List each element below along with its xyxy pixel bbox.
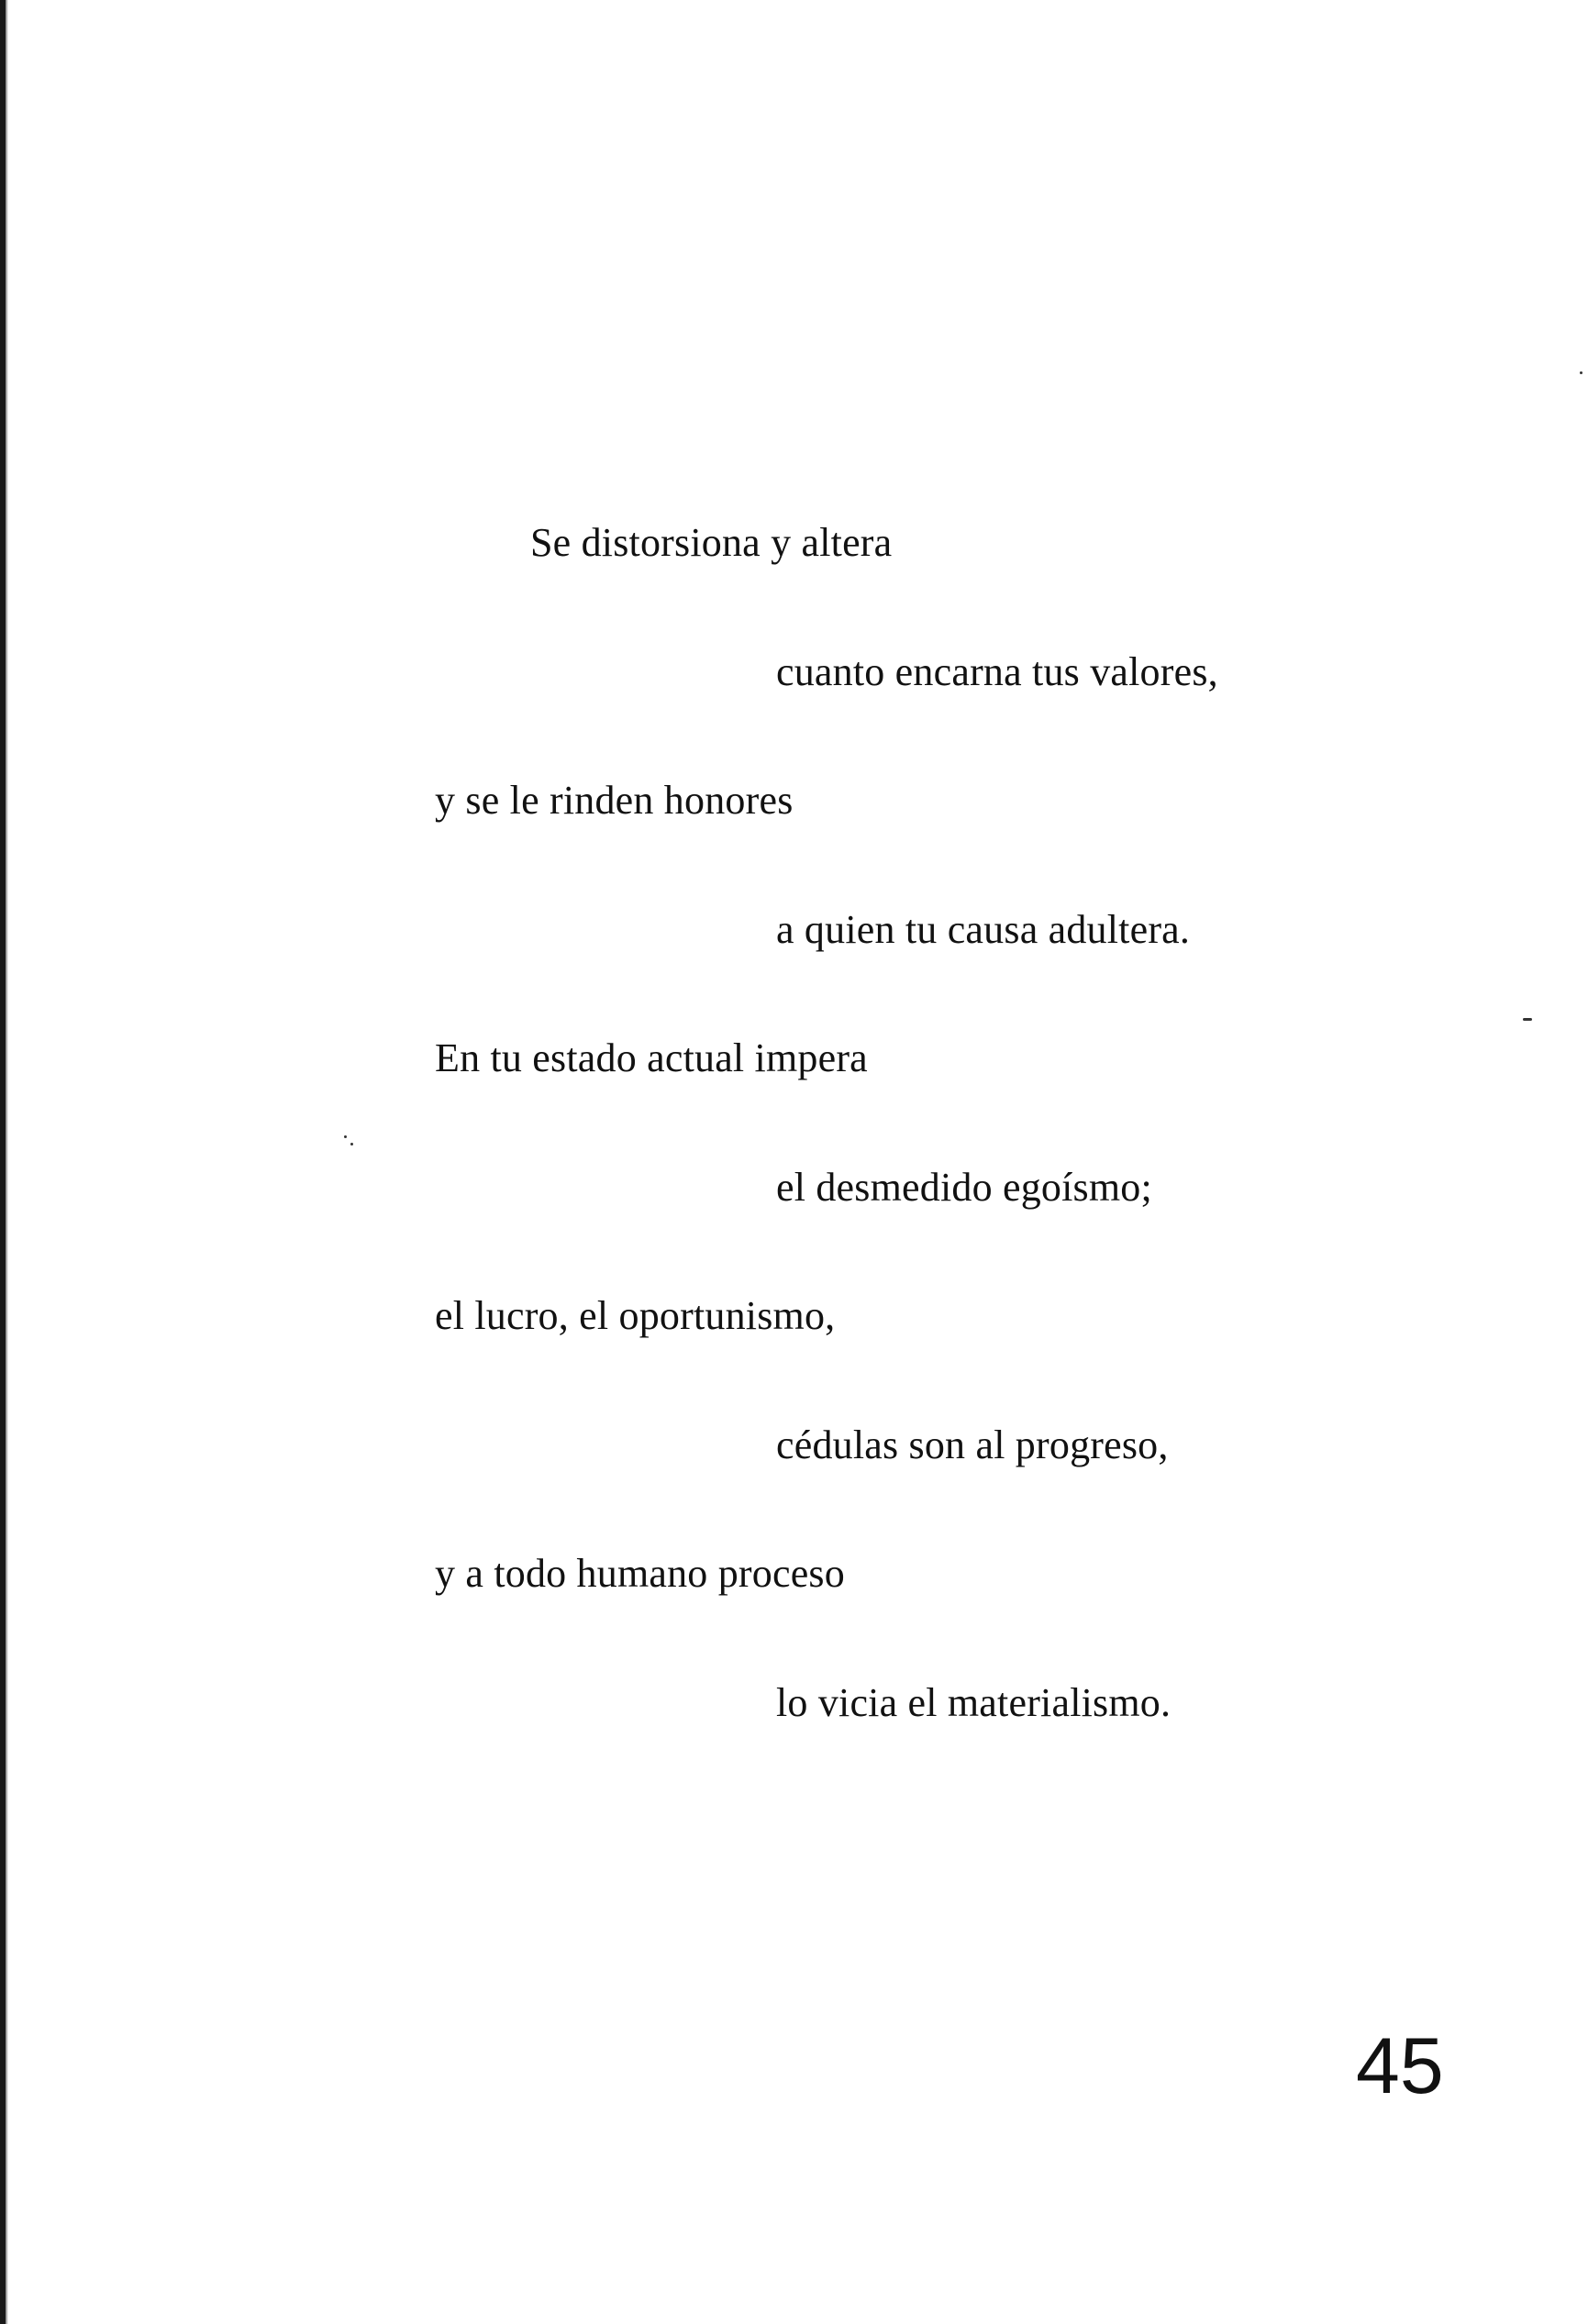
scan-speck	[1580, 371, 1582, 374]
poem-line: cédulas son al progreso,	[776, 1422, 1169, 1467]
scan-speck	[350, 1143, 353, 1145]
scan-speck	[344, 1135, 347, 1138]
poem-line: el lucro, el oportunismo,	[435, 1293, 836, 1338]
poem-line: y se le rinden honores	[435, 778, 794, 823]
binding-edge	[0, 0, 6, 2324]
poem-line: Se distorsiona y altera	[530, 520, 893, 565]
poem-line: En tu estado actual impera	[435, 1035, 868, 1080]
poem-line: y a todo humano proceso	[435, 1551, 845, 1596]
poem-line: cuanto encarna tus valores,	[776, 649, 1218, 694]
page-number: 45	[1356, 2022, 1444, 2110]
poem-line: a quien tu causa adultera.	[776, 907, 1191, 952]
scan-speck	[1523, 1018, 1532, 1021]
poem-line: lo vicia el materialismo.	[776, 1680, 1172, 1725]
poem-line: el desmedido egoísmo;	[776, 1165, 1152, 1210]
